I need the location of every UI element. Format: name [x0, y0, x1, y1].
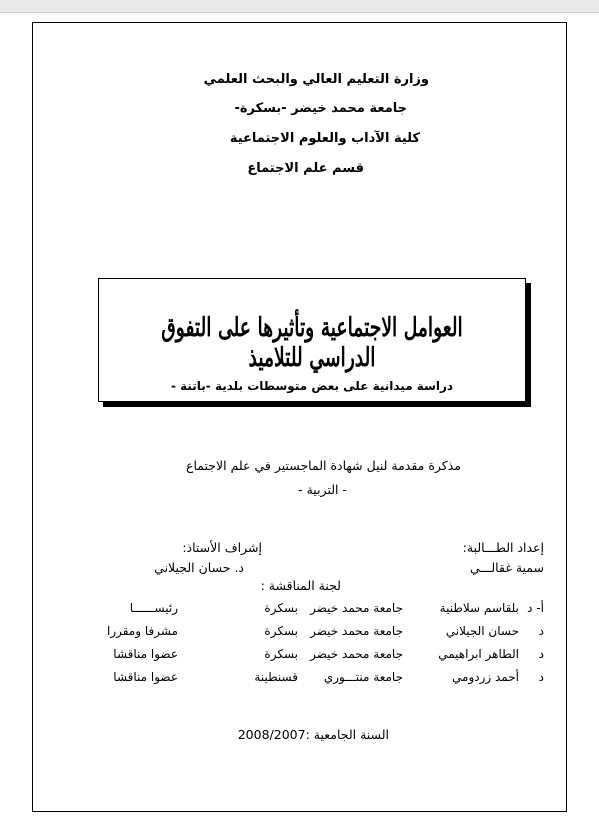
- supervisor-label: إشراف الأستاذ:: [182, 540, 262, 555]
- window-top-bar: [0, 0, 599, 13]
- committee-row: [0, 624, 599, 640]
- committee-university: جامعة محمد خيضر: [310, 624, 403, 638]
- committee-university: جامعة محمد خيضر: [310, 647, 403, 661]
- committee-name: بلقاسم سلاطنية: [439, 601, 519, 615]
- committee-name: الطاهر ابراهيمي: [438, 647, 519, 661]
- committee-title: د: [538, 624, 544, 638]
- committee-city: بسكرة: [264, 601, 298, 615]
- committee-city: قسنطينة: [254, 670, 298, 684]
- academic-year: السنة الجامعية :2008/2007: [237, 727, 389, 742]
- committee-heading: لجنة المناقشة :: [260, 578, 341, 593]
- committee-role: رئيســــــا: [129, 601, 178, 615]
- committee-role: عضوا مناقشا: [113, 670, 178, 684]
- committee-title: أ- د: [527, 601, 544, 615]
- committee-row: [0, 647, 599, 663]
- ministry-line: وزارة التعليم العالي والبحث العلمي: [203, 72, 429, 87]
- committee-row: [0, 670, 599, 686]
- university-line: جامعة محمد خيضر -بسكرة-: [234, 101, 407, 116]
- department-line: قسم علم الاجتماع: [247, 161, 364, 176]
- committee-role: مشرفا ومقررا: [106, 624, 178, 638]
- thesis-title: العوامل الاجتماعية وتأثيرها على التفوق الدراسي للتلاميذ: [161, 313, 463, 373]
- committee-title: د: [538, 670, 544, 684]
- committee-university: جامعة منتـــوري: [323, 670, 403, 684]
- committee-city: بسكرة: [264, 647, 298, 661]
- committee-row: [0, 601, 599, 617]
- student-name: سمية غقالـــي: [469, 560, 544, 575]
- thesis-specialty: - التربية -: [298, 482, 347, 497]
- title-box: [98, 278, 526, 402]
- committee-name: أحمد زردومي: [452, 670, 519, 684]
- faculty-line: كلية الآداب والعلوم الاجتماعية: [229, 131, 420, 146]
- thesis-purpose: مذكرة مقدمة لنيل شهادة الماجستير في علم الاجتماع: [186, 458, 461, 473]
- committee-role: عضوا مناقشا: [113, 647, 178, 661]
- thesis-subtitle: دراسة ميدانية على بعض متوسطات بلدية -باتنة -: [170, 379, 454, 393]
- supervisor-name: د. حسان الجيلاني: [154, 560, 244, 575]
- student-label: إعداد الطـــالبة:: [462, 540, 544, 555]
- committee-city: بسكرة: [264, 624, 298, 638]
- committee-title: د: [538, 647, 544, 661]
- committee-name: حسان الجيلاني: [445, 624, 519, 638]
- committee-university: جامعة محمد خيضر: [310, 601, 403, 615]
